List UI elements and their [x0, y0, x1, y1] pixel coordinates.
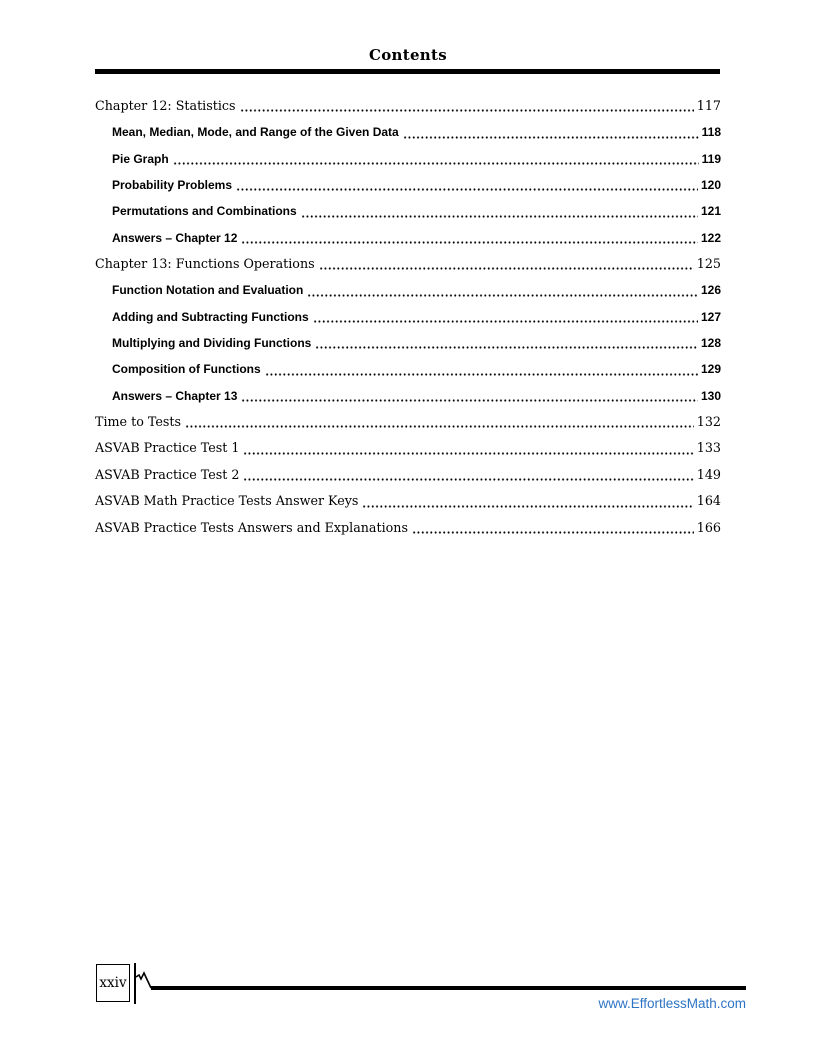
toc-entry-page-number: 122 — [700, 230, 721, 245]
page-number: xxiv — [99, 975, 127, 991]
toc-entry-label: Time to Tests — [95, 414, 181, 430]
footer-rule — [151, 986, 746, 990]
page-title: Contents — [368, 46, 447, 64]
toc-entry-label: ASVAB Math Practice Tests Answer Keys — [95, 493, 359, 509]
toc-entry-page-number: 121 — [700, 204, 721, 219]
dot-leader — [236, 172, 698, 198]
dot-leader — [240, 93, 694, 119]
dot-leader — [185, 409, 694, 435]
dot-leader — [241, 383, 698, 409]
toc-entry-section[interactable] — [95, 119, 721, 145]
toc-entry-label: Adding and Subtracting Functions — [112, 309, 309, 324]
toc-entry-chapter[interactable] — [95, 488, 721, 514]
header-rule — [95, 69, 720, 74]
toc-entry-section[interactable] — [95, 277, 721, 303]
toc-entry-chapter[interactable] — [95, 93, 721, 119]
toc-entry-label: ASVAB Practice Test 2 — [95, 466, 240, 482]
toc-entry-label: ASVAB Practice Tests Answers and Explanations — [95, 519, 408, 535]
toc-entry-page-number: 128 — [700, 336, 721, 351]
toc-entry-page-number: 126 — [700, 283, 721, 298]
toc-entry-label: ASVAB Practice Test 1 — [95, 440, 240, 456]
toc-entry-page-number: 120 — [700, 178, 721, 193]
toc-entry-page-number: 119 — [701, 151, 721, 166]
toc-entry-label: Permutations and Combinations — [112, 204, 297, 219]
toc-entry-section[interactable] — [95, 330, 721, 356]
dot-leader — [412, 515, 694, 541]
toc-entry-label: Chapter 13: Functions Operations — [95, 256, 315, 272]
dot-leader — [362, 488, 693, 514]
toc-entry-label: Probability Problems — [112, 178, 233, 193]
toc-entry-section[interactable] — [95, 356, 721, 382]
toc-entry-section[interactable] — [95, 172, 721, 198]
toc-entry-page-number: 125 — [696, 256, 721, 272]
page-number-box — [96, 964, 130, 1002]
dot-leader — [403, 119, 699, 145]
toc-entry-label: Composition of Functions — [112, 362, 261, 377]
toc-entry-chapter[interactable] — [95, 409, 721, 435]
toc-entry-page-number: 164 — [696, 493, 721, 509]
toc-entry-page-number: 166 — [696, 519, 721, 535]
toc-entry-section[interactable] — [95, 146, 721, 172]
dot-leader — [173, 146, 699, 172]
toc-entry-section[interactable] — [95, 304, 721, 330]
website-link[interactable]: www.EffortlessMath.com — [598, 996, 746, 1011]
dot-leader — [301, 198, 698, 224]
dot-leader — [315, 330, 698, 356]
dot-leader — [313, 304, 698, 330]
toc-entry-page-number: 130 — [700, 388, 721, 403]
toc-entry-label: Answers – Chapter 13 — [112, 388, 238, 403]
toc-entry-label: Pie Graph — [112, 151, 169, 166]
toc-entry-label: Multiplying and Dividing Functions — [112, 336, 312, 351]
dot-leader — [243, 435, 693, 461]
toc-entry-page-number: 118 — [701, 125, 721, 140]
toc-entry-page-number: 129 — [700, 362, 721, 377]
toc-entry-page-number: 149 — [696, 466, 721, 482]
table-of-contents — [95, 93, 721, 541]
toc-entry-page-number: 117 — [696, 98, 721, 113]
toc-entry-page-number: 132 — [696, 414, 721, 430]
toc-entry-section[interactable] — [95, 198, 721, 224]
toc-entry-page-number: 133 — [696, 440, 721, 456]
dot-leader — [241, 225, 698, 251]
toc-entry-page-number: 127 — [700, 309, 721, 324]
toc-entry-label: Mean, Median, Mode, and Range of the Given Data — [112, 125, 399, 140]
dot-leader — [319, 251, 694, 277]
dot-leader — [307, 277, 698, 303]
toc-entry-section[interactable] — [95, 225, 721, 251]
toc-entry-chapter[interactable] — [95, 251, 721, 277]
dot-leader — [265, 356, 698, 382]
toc-entry-section[interactable] — [95, 383, 721, 409]
toc-entry-label: Chapter 12: Statistics — [95, 98, 236, 113]
toc-entry-label: Answers – Chapter 12 — [112, 230, 238, 245]
toc-entry-chapter[interactable] — [95, 515, 721, 541]
toc-entry-chapter[interactable] — [95, 435, 721, 461]
dot-leader — [243, 462, 693, 488]
toc-entry-chapter[interactable] — [95, 462, 721, 488]
toc-entry-label: Function Notation and Evaluation — [112, 283, 304, 298]
